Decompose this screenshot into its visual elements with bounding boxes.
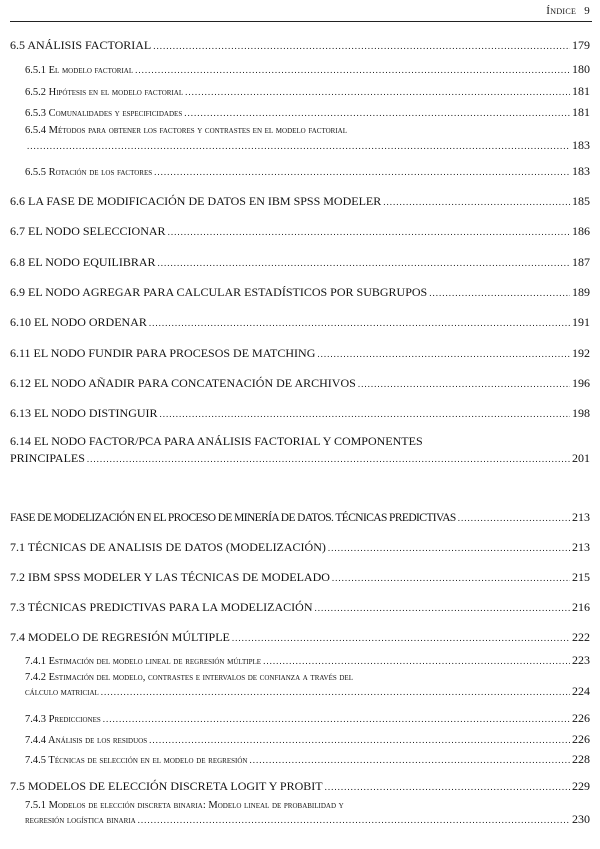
toc-entry-6-5-1[interactable]: 6.5.1 El modelo factorial ..... 180	[0, 62, 600, 77]
toc-entry-7-5-1[interactable]: 7.5.1 Modelos de elección discreta binaria: Modelo lineal de probabilidad y regresión logística binaria ..... 230	[0, 800, 600, 827]
header-title: Índice	[546, 5, 577, 17]
toc-entry-chapter-7[interactable]: FASE DE MODELIZACIÓN EN EL PROCESO DE MINERÍA DE DATOS. TÉCNICAS PREDICTIVAS ..... 213	[0, 510, 600, 525]
running-header	[546, 5, 590, 17]
toc-entry-7-4-2[interactable]: 7.4.2 Estimación del modelo, contrastes e intervalos de confianza a través del cálculo matricial ..... 224	[0, 672, 600, 699]
toc-entry-7-4-1[interactable]: 7.4.1 Estimación del modelo lineal de regresión múltiple ..... 223	[0, 653, 600, 668]
toc-entry-7-4-5[interactable]: 7.4.5 Técnicas de selección en el modelo de regresión ..... 228	[0, 752, 600, 767]
toc-entry-6-7[interactable]: 6.7 EL NODO SELECCIONAR ..... 186	[0, 224, 600, 239]
toc-entry-6-13[interactable]: 6.13 EL NODO DISTINGUIR ..... 198	[0, 406, 600, 421]
toc-entry-6-14[interactable]: 6.14 EL NODO FACTOR/PCA PARA ANÁLISIS FACTORIAL Y COMPONENTES PRINCIPALES ..... 201	[0, 434, 600, 466]
toc-entry-6-6[interactable]: 6.6 LA FASE DE MODIFICACIÓN DE DATOS EN IBM SPSS MODELER ..... 185	[0, 194, 600, 209]
toc-entry-6-10[interactable]: 6.10 EL NODO ORDENAR ..... 191	[0, 315, 600, 330]
toc-entry-7-2[interactable]: 7.2 IBM SPSS MODELER Y LAS TÉCNICAS DE MODELADO ..... 215	[0, 570, 600, 585]
toc-entry-6-5-2[interactable]: 6.5.2 Hipótesis en el modelo factorial ..... 181	[0, 84, 600, 99]
header-page-number: 9	[584, 5, 590, 17]
toc-entry-7-4-3[interactable]: 7.4.3 Predicciones ..... 226	[0, 711, 600, 726]
toc-entry-6-8[interactable]: 6.8 EL NODO EQUILIBRAR ..... 187	[0, 255, 600, 270]
header-rule	[10, 21, 592, 22]
toc-entry-6-9[interactable]: 6.9 EL NODO AGREGAR PARA CALCULAR ESTADÍSTICOS POR SUBGRUPOS ..... 189	[0, 285, 600, 300]
toc-entry-7-4-4[interactable]: 7.4.4 Análisis de los residuos ..... 226	[0, 732, 600, 747]
toc-entry-7-1[interactable]: 7.1 TÉCNICAS DE ANALISIS DE DATOS (MODELIZACIÓN) ..... 213	[0, 540, 600, 555]
toc-entry-7-4[interactable]: 7.4 MODELO DE REGRESIÓN MÚLTIPLE ..... 222	[0, 630, 600, 645]
toc-entry-6-5-4[interactable]: 6.5.4 Métodos para obtener los factores y contrastes en el modelo factorial ..... 183	[0, 125, 600, 153]
toc-entry-6-5-5[interactable]: 6.5.5 Rotación de los factores ..... 183	[0, 164, 600, 179]
toc-entry-7-3[interactable]: 7.3 TÉCNICAS PREDICTIVAS PARA LA MODELIZACIÓN ..... 216	[0, 600, 600, 615]
toc-entry-6-12[interactable]: 6.12 EL NODO AÑADIR PARA CONCATENACIÓN DE ARCHIVOS ..... 196	[0, 376, 600, 391]
toc-entry-7-5[interactable]: 7.5 MODELOS DE ELECCIÓN DISCRETA LOGIT Y PROBIT ..... 229	[0, 779, 600, 794]
toc-entry-6-11[interactable]: 6.11 EL NODO FUNDIR PARA PROCESOS DE MATCHING ..... 192	[0, 346, 600, 361]
toc-entry-6-5[interactable]: 6.5 ANÁLISIS FACTORIAL ..... 179	[0, 38, 600, 53]
toc-entry-6-5-3[interactable]: 6.5.3 Comunalidades y especificidades ..... 181	[0, 105, 600, 120]
